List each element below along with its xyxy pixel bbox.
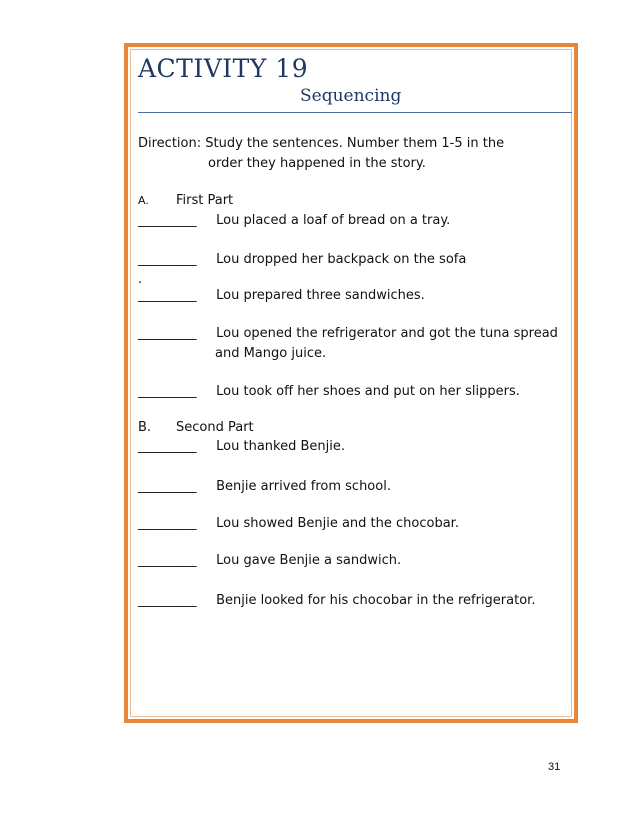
list-item (138, 382, 568, 402)
answer-blank[interactable]: _________ (138, 252, 197, 267)
item-text: Lou took off her shoes and put on her slippers. (216, 384, 520, 399)
answer-blank[interactable]: _________ (138, 439, 197, 454)
list-item (138, 250, 568, 270)
list-item (138, 591, 568, 611)
section-title: Second Part (176, 420, 254, 435)
answer-blank[interactable]: _________ (138, 553, 197, 568)
section-heading-a (138, 193, 233, 208)
item-text: Lou gave Benjie a sandwich. (216, 553, 402, 568)
list-item (138, 324, 568, 364)
answer-blank[interactable]: _________ (138, 288, 197, 303)
list-item (138, 437, 568, 457)
answer-blank[interactable]: _________ (138, 213, 197, 228)
direction-line-2: order they happened in the story. (208, 156, 426, 171)
list-item (138, 211, 568, 231)
section-heading-b (138, 420, 254, 435)
item-text: Lou dropped her backpack on the sofa (216, 252, 467, 267)
activity-title: ACTIVITY 19 (138, 54, 309, 83)
section-title: First Part (176, 193, 234, 208)
answer-blank[interactable]: _________ (138, 516, 197, 531)
title-divider (138, 112, 572, 113)
item-text: Lou prepared three sandwiches. (216, 288, 425, 303)
item-text: Lou opened the refrigerator and got the tuna spread (216, 326, 558, 341)
activity-subtitle: Sequencing (300, 86, 402, 106)
item-text-continued: and Mango juice. (215, 346, 327, 361)
direction-text (138, 134, 504, 174)
section-letter: B. (138, 420, 152, 435)
answer-blank[interactable]: _________ (138, 326, 197, 341)
item-text: Benjie arrived from school. (216, 479, 391, 494)
list-item (138, 551, 568, 571)
page-number: 31 (548, 761, 561, 773)
answer-blank[interactable]: _________ (138, 384, 197, 399)
item-text: Lou placed a loaf of bread on a tray. (216, 213, 451, 228)
answer-blank[interactable]: _________ (138, 593, 197, 608)
list-item (138, 477, 568, 497)
item-text: Lou thanked Benjie. (216, 439, 345, 454)
direction-line-1: Direction: Study the sentences. Number them 1-5 in the (138, 136, 505, 151)
answer-blank[interactable]: _________ (138, 479, 197, 494)
item-text: Benjie looked for his chocobar in the refrigerator. (216, 593, 536, 608)
list-item (138, 286, 568, 306)
item-text: Lou showed Benjie and the chocobar. (216, 516, 459, 531)
list-item (138, 514, 568, 534)
stray-period: . (138, 272, 143, 287)
section-letter: A. (138, 194, 149, 207)
